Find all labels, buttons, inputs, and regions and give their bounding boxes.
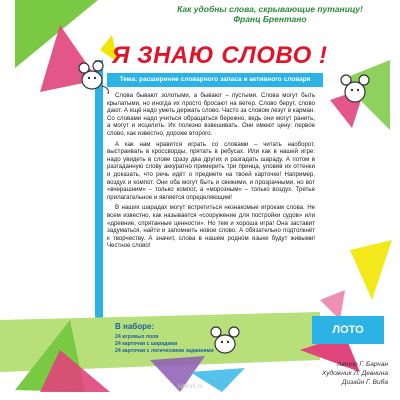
credit-illustrator: Художник Л. Девнина [321, 370, 388, 377]
set-item: 24 карточки с логическими заданиями [115, 348, 214, 354]
epigraph [150, 4, 390, 24]
description-paragraph: В наших шарадах могут встретиться незнакомые игрокам слова. Не всем известно, как называется «сооружение для постройки судов» или «древние, спрятанные ценности». Но тем и хороша игра! Она заставит задуматься, найти и запомнить новое слово. А обязательно подтолкнёт к творчеству. А значит, слова в нашем родном языке будут живыми! Честное слово! [107, 204, 315, 250]
blue-side-strip [95, 60, 103, 340]
set-contents-title: В наборе: [115, 322, 155, 331]
product-title: Я ЗНАЮ СЛОВО ! [112, 42, 328, 69]
credit-designer: Дизайн Г. Виба [341, 379, 388, 386]
description-text [107, 92, 315, 250]
description-paragraph: Слова бывают золотыми, а бывают – пустыми. Слова могут быть крылатыми, но иногда их просто бросают на ветер. Слово берут, слово дают. А ещё надо уметь держать слово. Часто за словом лезут в карман. Со словами надо учиться обращаться бережно, ведь они могут ранить, а могут и исцелить. Их полезно взвешивать. Они имеют цену: первое слово, как известно, дороже второго. [107, 92, 315, 137]
theme-banner: Тема: расширение словарного запаса и активного словаря [107, 73, 323, 87]
yellow-triangle-right [350, 240, 392, 300]
watermark: labirint.ru [178, 384, 203, 390]
credits [248, 360, 388, 387]
set-item: 24 карточки с шарадами [115, 341, 178, 347]
set-item: 24 игровых поля [115, 334, 159, 340]
mouse-illustration-top [70, 58, 112, 94]
epigraph-quote: Как удобны слова, скрывающие путаницу! [177, 4, 363, 14]
mouse-illustration-right [335, 70, 375, 110]
credit-author: Автор Г. Барчан [337, 361, 388, 368]
description-paragraph: А как нам нравится играть со словами – читать наоборот, выстраивать в кроссворды, прятать в ребусах. Или как в нашей игре: надо увидеть в слове сразу два других и разгадать шараду. А потом в разгаданную слову аккуратно примерить три принца, уловив их оттенки и доказать, что речь идёт о предмете на твоей карточке! Например, воздух и компот. Они оба могут быть и свежими, и прозрачными, но вот «вчерашним» – только компот, а «морозным» – только воздух. Третье прилагательное и является определяющим! [107, 140, 315, 201]
epigraph-author: Франц Брентано [233, 14, 307, 24]
game-type-badge: ЛОТО [312, 316, 384, 344]
